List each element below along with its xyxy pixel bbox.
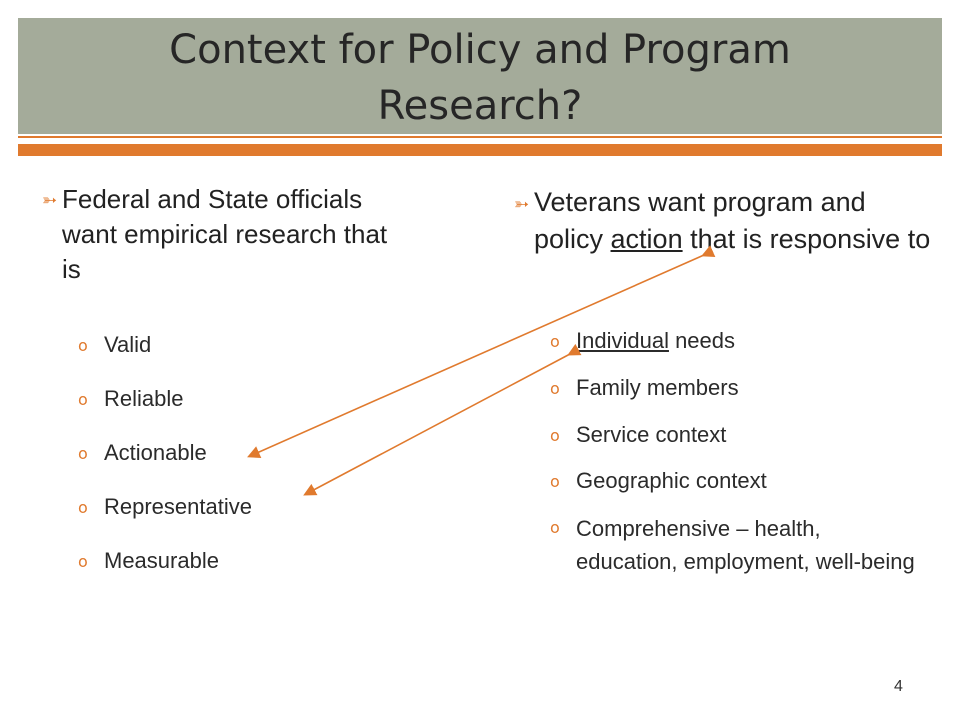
title-line-2: Research?	[377, 83, 583, 129]
left-item-actionable: Actionable	[104, 440, 207, 465]
right-sub-bullet-icon: o	[550, 379, 560, 398]
left-sub-bullet-icon: o	[78, 390, 88, 409]
left-item-reliable: Reliable	[104, 386, 184, 411]
left-bullet-icon: ➳	[42, 190, 58, 211]
right-bullet-icon: ➳	[514, 194, 530, 215]
right-sub-bullet-icon: o	[550, 426, 560, 445]
right-item-family: Family members	[576, 375, 739, 400]
right-heading-pre: Veterans want program and policy	[534, 187, 866, 254]
right-sub-bullet-icon: o	[550, 472, 560, 491]
arrow-individual-to-representative	[306, 354, 570, 494]
right-item-individual-underlined: Individual	[576, 328, 669, 353]
left-item-valid: Valid	[104, 332, 152, 357]
right-item-service: Service context	[576, 422, 727, 447]
right-item-individual-rest: needs	[668, 328, 736, 353]
left-item-representative: Representative	[104, 494, 252, 519]
left-sub-bullet-icon: o	[78, 444, 88, 463]
right-heading-post: that is responsive to	[682, 224, 931, 254]
arrow-action-to-actionable	[250, 255, 704, 456]
left-heading: Federal and State officials want empirical research that is	[62, 184, 388, 284]
page-number: 4	[894, 678, 903, 695]
right-heading-action: action	[610, 224, 683, 254]
left-sub-bullet-icon: o	[78, 552, 88, 571]
right-item-geographic: Geographic context	[576, 468, 767, 493]
left-sub-bullet-icon: o	[78, 498, 88, 517]
left-sub-bullet-icon: o	[78, 336, 88, 355]
left-item-measurable: Measurable	[104, 548, 219, 573]
right-sub-bullet-icon: o	[550, 332, 560, 351]
title-line-1: Context for Policy and Program	[169, 27, 791, 73]
right-sub-bullet-icon: o	[550, 518, 560, 537]
right-item-comprehensive: Comprehensive – health, education, employment, well-being	[576, 516, 915, 574]
